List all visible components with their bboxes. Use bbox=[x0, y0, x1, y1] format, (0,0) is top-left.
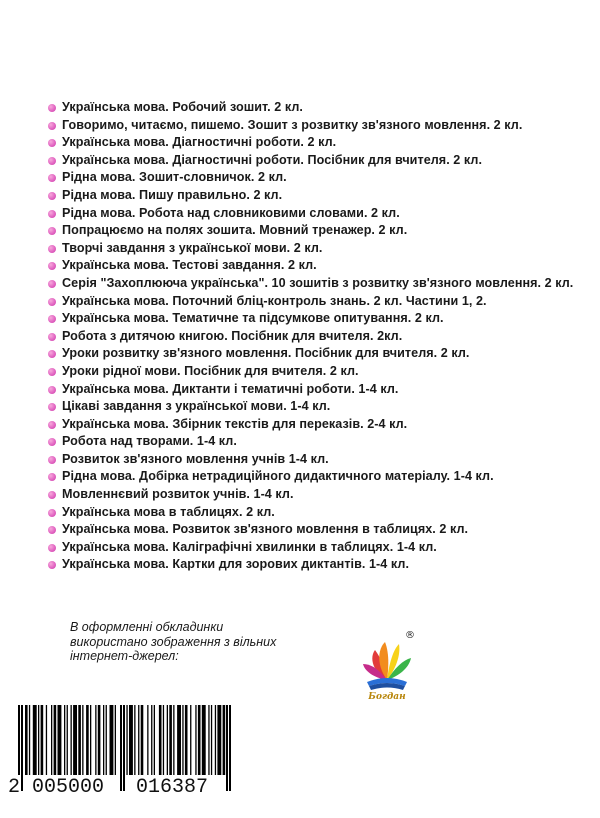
registered-mark: ® bbox=[405, 630, 415, 641]
bullet-icon bbox=[48, 561, 56, 569]
book-item bbox=[48, 398, 573, 416]
book-title: Творчі завдання з української мови. 2 кл. bbox=[62, 240, 323, 255]
barcode-bar bbox=[202, 705, 206, 775]
barcode-bar bbox=[195, 705, 196, 775]
bullet-icon bbox=[48, 350, 56, 358]
bullet-icon bbox=[48, 174, 56, 182]
book-title: Робота з дитячою книгою. Посібник для вчителя. 2кл. bbox=[62, 328, 403, 343]
barcode-bar bbox=[71, 705, 72, 775]
book-item bbox=[48, 240, 573, 258]
barcode-bar bbox=[167, 705, 168, 775]
credit-line-1: В оформленні обкладинки bbox=[70, 620, 224, 634]
barcode-bar bbox=[198, 705, 201, 775]
barcode-bar bbox=[138, 705, 139, 775]
book-title: Говоримо, читаємо, пишемо. Зошит з розвитку зв'язного мовлення. 2 кл. bbox=[62, 117, 523, 132]
barcode-bar bbox=[177, 705, 181, 775]
bullet-icon bbox=[48, 245, 56, 253]
barcode-bar bbox=[208, 705, 209, 775]
book-title: Українська мова. Робочий зошит. 2 кл. bbox=[62, 100, 303, 114]
book-item bbox=[48, 257, 573, 275]
barcode-bar bbox=[154, 705, 155, 775]
bullet-icon bbox=[48, 456, 56, 464]
bullet-icon bbox=[48, 386, 56, 394]
book-title: Попрацюємо на полях зошита. Мовний тренажер. 2 кл. bbox=[62, 223, 408, 238]
barcode-bar bbox=[98, 705, 101, 775]
book-item bbox=[48, 521, 573, 539]
book-list bbox=[48, 99, 573, 574]
bullet-icon bbox=[48, 473, 56, 481]
bullet-icon bbox=[48, 333, 56, 341]
barcode-bar bbox=[182, 705, 183, 775]
book-title: Розвиток зв'язного мовлення учнів 1-4 кл. bbox=[62, 451, 329, 466]
book-item bbox=[48, 451, 573, 469]
book-item bbox=[48, 433, 573, 451]
book-title: Мовленнєвий розвиток учнів. 1-4 кл. bbox=[62, 487, 294, 502]
book-item bbox=[48, 99, 573, 117]
barcode-bar bbox=[29, 705, 30, 775]
book-title: Уроки розвитку зв'язного мовлення. Посібник для вчителя. 2 кл. bbox=[62, 346, 470, 361]
credit-line-3: інтернет-джерел: bbox=[70, 649, 179, 663]
bullet-icon bbox=[48, 491, 56, 499]
barcode-bar bbox=[33, 705, 37, 775]
barcode-bar bbox=[106, 705, 107, 775]
barcode-bar bbox=[46, 705, 47, 775]
book-title: Рідна мова. Добірка нетрадиційного дидактичного матеріалу. 1-4 кл. bbox=[62, 469, 494, 484]
book-item bbox=[48, 328, 573, 346]
book-title: Українська мова. Тематичне та підсумкове опитування. 2 кл. bbox=[62, 311, 444, 326]
book-title: Рідна мова. Зошит-словничок. 2 кл. bbox=[62, 170, 287, 185]
barcode-bar bbox=[82, 705, 83, 775]
bullet-icon bbox=[48, 544, 56, 552]
book-title: Уроки рідної мови. Посібник для вчителя. 2 кл. bbox=[62, 363, 359, 378]
barcode-group-2: 016387 bbox=[136, 776, 209, 799]
barcode-bar bbox=[86, 705, 89, 775]
barcode-bar bbox=[110, 705, 114, 775]
book-title: Українська мова. Каліграфічні хвилинки в таблицях. 1-4 кл. bbox=[62, 539, 437, 554]
barcode-bar bbox=[223, 705, 226, 775]
book-title: Українська мова. Розвиток зв'язного мовлення в таблицях. 2 кл. bbox=[62, 522, 469, 537]
credit-line-2: використано зображення з вільних bbox=[70, 634, 277, 649]
book-title: Українська мова. Тестові завдання. 2 кл. bbox=[62, 258, 317, 273]
barcode-bar bbox=[159, 705, 162, 775]
barcode-bar bbox=[67, 705, 68, 775]
book-title: Українська мова. Збірник текстів для переказів. 2-4 кл. bbox=[62, 416, 408, 431]
publisher-logo bbox=[355, 628, 419, 702]
barcode-bar bbox=[73, 705, 77, 775]
bullet-icon bbox=[48, 438, 56, 446]
book-item bbox=[48, 134, 573, 152]
barcode-bar bbox=[41, 705, 44, 775]
barcode-bar bbox=[25, 705, 28, 775]
bullet-icon bbox=[48, 509, 56, 517]
barcode-bar bbox=[38, 705, 39, 775]
book-item bbox=[48, 169, 573, 187]
book-item bbox=[48, 152, 573, 170]
image-credit-note bbox=[70, 620, 276, 664]
book-item bbox=[48, 310, 573, 328]
bullet-icon bbox=[48, 139, 56, 147]
book-item bbox=[48, 381, 573, 399]
bullet-icon bbox=[48, 227, 56, 235]
bullet-icon bbox=[48, 262, 56, 270]
barcode-bar bbox=[51, 705, 52, 775]
bullet-icon bbox=[48, 315, 56, 323]
book-item bbox=[48, 363, 573, 381]
book-item bbox=[48, 275, 573, 293]
book-title: Рідна мова. Пишу правильно. 2 кл. bbox=[62, 187, 283, 202]
book-item bbox=[48, 117, 573, 135]
barcode-bar bbox=[211, 705, 212, 775]
barcode-bar bbox=[90, 705, 91, 775]
barcode-bar bbox=[64, 705, 65, 775]
barcode-bar bbox=[217, 705, 221, 775]
barcode-bar bbox=[169, 705, 172, 775]
barcode-bar bbox=[134, 705, 135, 775]
bullet-icon bbox=[48, 280, 56, 288]
bullet-icon bbox=[48, 192, 56, 200]
logo-text: Богдан bbox=[368, 692, 406, 702]
bullet-icon bbox=[48, 210, 56, 218]
book-item bbox=[48, 556, 573, 574]
bullet-icon bbox=[48, 526, 56, 534]
book-item bbox=[48, 468, 573, 486]
barcode-bar bbox=[58, 705, 62, 775]
barcode-bar bbox=[215, 705, 216, 775]
barcode-bar bbox=[141, 705, 144, 775]
barcode-digits bbox=[8, 775, 240, 801]
book-item bbox=[48, 187, 573, 205]
barcode-bar bbox=[151, 705, 152, 775]
barcode-bar bbox=[190, 705, 191, 775]
book-title: Українська мова. Диктанти і тематичні роботи. 1-4 кл. bbox=[62, 381, 399, 396]
barcode-bar bbox=[147, 705, 148, 775]
book-title: Українська мова. Діагностичні роботи. Посібник для вчителя. 2 кл. bbox=[62, 152, 483, 167]
flower-icon bbox=[363, 642, 411, 690]
barcode-prefix: 2 bbox=[8, 776, 21, 799]
barcode-bar bbox=[103, 705, 104, 775]
barcode-bar bbox=[95, 705, 96, 775]
book-title: Серія "Захоплююча українська". 10 зошитів з розвитку зв'язного мовлення. 2 кл. bbox=[62, 275, 574, 290]
bullet-icon bbox=[48, 368, 56, 376]
bullet-icon bbox=[48, 298, 56, 306]
bullet-icon bbox=[48, 403, 56, 411]
book-item bbox=[48, 504, 573, 522]
book-title: Українська мова в таблицях. 2 кл. bbox=[62, 504, 275, 519]
barcode-bar bbox=[185, 705, 188, 775]
barcode-bar bbox=[129, 705, 133, 775]
book-item bbox=[48, 293, 573, 311]
book-title: Українська мова. Поточний бліц-контроль знань. 2 кл. Частини 1, 2. bbox=[62, 293, 487, 308]
book-title: Рідна мова. Робота над словниковими словами. 2 кл. bbox=[62, 205, 400, 220]
book-item bbox=[48, 222, 573, 240]
bullet-icon bbox=[48, 157, 56, 165]
barcode-bar bbox=[173, 705, 174, 775]
book-item bbox=[48, 205, 573, 223]
barcode-bar bbox=[54, 705, 57, 775]
bullet-icon bbox=[48, 104, 56, 112]
book-item bbox=[48, 539, 573, 557]
barcode-bar bbox=[115, 705, 116, 775]
barcode-group-1: 005000 bbox=[32, 776, 105, 799]
book-item bbox=[48, 486, 573, 504]
barcode-bar bbox=[126, 705, 127, 775]
book-title: Українська мова. Картки для зорових диктантів. 1-4 кл. bbox=[62, 557, 409, 572]
barcode-bar bbox=[163, 705, 164, 775]
barcode-bar bbox=[78, 705, 81, 775]
bullet-icon bbox=[48, 421, 56, 429]
bullet-icon bbox=[48, 122, 56, 130]
book-title: Українська мова. Діагностичні роботи. 2 кл. bbox=[62, 135, 337, 150]
book-title: Цікаві завдання з української мови. 1-4 кл. bbox=[62, 399, 331, 414]
book-title: Робота над творами. 1-4 кл. bbox=[62, 434, 237, 449]
book-item bbox=[48, 416, 573, 434]
book-item bbox=[48, 345, 573, 363]
